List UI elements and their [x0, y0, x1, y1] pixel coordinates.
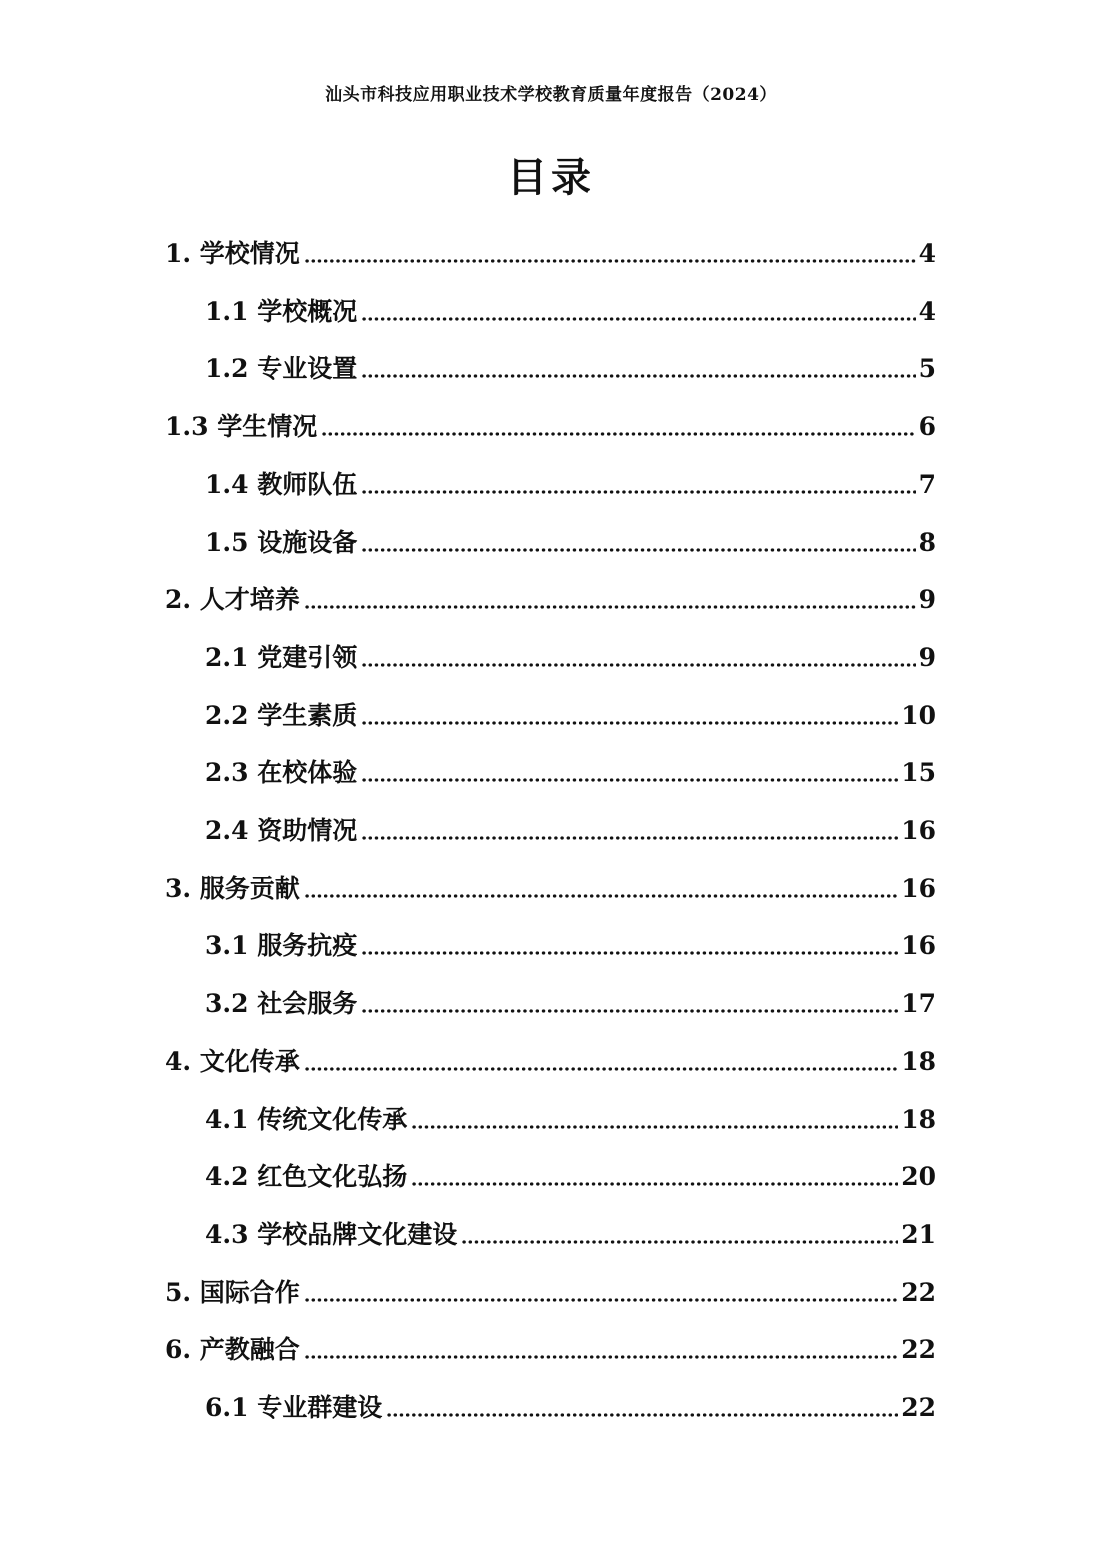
toc-entry[interactable]: [205, 283, 936, 327]
toc-entry[interactable]: [205, 744, 936, 788]
toc-entry-page: 17: [901, 989, 936, 1019]
toc-dot-leader: [411, 1181, 898, 1187]
toc-entry-page: 16: [901, 931, 936, 961]
toc-entry-page: 4: [918, 296, 936, 326]
toc-title: 目录: [507, 154, 595, 201]
toc-entry-label: 2.2 学生素质: [205, 700, 358, 730]
toc-dot-leader: [304, 604, 916, 610]
toc-dot-leader: [304, 1066, 898, 1072]
toc-entry[interactable]: [165, 225, 936, 269]
toc-dot-leader: [361, 777, 898, 783]
toc-entry[interactable]: [165, 398, 936, 442]
toc-entry-page: 16: [901, 873, 936, 903]
toc-entry-label: 3.1 服务抗疫: [205, 931, 358, 961]
toc-entry-page: 4: [918, 239, 936, 268]
toc-entry[interactable]: [165, 571, 936, 615]
toc-entry-label: 6.1 专业群建设: [205, 1393, 383, 1422]
running-header: 汕头市科技应用职业技术学校教育质量年度报告（2024）: [325, 85, 777, 105]
toc-entry[interactable]: [205, 1148, 936, 1192]
toc-entry[interactable]: [205, 1379, 936, 1423]
toc-entry-label: 4.1 传统文化传承: [205, 1104, 408, 1134]
toc-entry-page: 9: [918, 642, 936, 672]
toc-dot-leader: [361, 950, 898, 956]
toc-dot-leader: [304, 1297, 898, 1303]
toc-entry[interactable]: [165, 1321, 936, 1365]
toc-entry[interactable]: [205, 629, 936, 673]
toc-entry-label: 1.2 专业设置: [205, 354, 358, 384]
toc-entry-label: 4.2 红色文化弘扬: [205, 1162, 408, 1192]
toc-entry[interactable]: [205, 456, 936, 500]
toc-entry-page: 10: [901, 700, 936, 730]
toc-entry-label: 2. 人才培养: [165, 585, 300, 615]
toc-entry-label: 1. 学校情况: [165, 239, 300, 268]
toc-entry-page: 9: [918, 585, 936, 615]
toc-entry-page: 8: [918, 527, 936, 557]
toc-entry[interactable]: [205, 687, 936, 731]
toc-entry-page: 22: [901, 1393, 936, 1422]
toc-entry-page: 7: [918, 469, 936, 499]
toc-entry-page: 21: [901, 1219, 936, 1249]
toc-dot-leader: [304, 1354, 898, 1360]
toc-entry[interactable]: [205, 975, 936, 1019]
toc-entry-page: 5: [918, 354, 936, 384]
toc-entry-label: 1.3 学生情况: [165, 412, 318, 442]
toc-entry-page: 18: [901, 1046, 936, 1076]
toc-entry[interactable]: [205, 514, 936, 558]
toc-entry-page: 6: [918, 412, 936, 442]
toc-dot-leader: [304, 893, 898, 899]
toc-dot-leader: [361, 547, 915, 553]
toc-dot-leader: [321, 431, 915, 437]
toc-entry-label: 6. 产教融合: [165, 1335, 300, 1365]
toc-entry[interactable]: [205, 1091, 936, 1135]
toc-dot-leader: [304, 258, 916, 264]
toc-entry-label: 4. 文化传承: [165, 1046, 300, 1076]
toc-dot-leader: [361, 489, 915, 495]
toc-entry-label: 2.4 资助情况: [205, 816, 358, 845]
toc-entry[interactable]: [205, 802, 936, 846]
toc-dot-leader: [386, 1412, 898, 1418]
toc-dot-leader: [361, 316, 915, 322]
toc-entry-label: 1.5 设施设备: [205, 527, 358, 557]
toc-dot-leader: [361, 835, 898, 841]
toc-entry[interactable]: [205, 917, 936, 961]
toc-entry-page: 20: [901, 1162, 936, 1192]
toc-entry[interactable]: [165, 1264, 936, 1308]
toc-entry-label: 1.4 教师队伍: [205, 469, 358, 499]
toc-entry-label: 2.3 在校体验: [205, 758, 358, 788]
toc-entry-label: 5. 国际合作: [165, 1277, 300, 1307]
toc-entry-label: 1.1 学校概况: [205, 296, 358, 326]
toc-dot-leader: [461, 1239, 898, 1245]
toc-dot-leader: [361, 373, 915, 379]
toc-dot-leader: [411, 1124, 898, 1130]
toc-entry-label: 2.1 党建引领: [205, 642, 358, 672]
toc-entry-label: 3. 服务贡献: [165, 873, 300, 903]
toc-entry-page: 16: [901, 816, 936, 845]
toc-dot-leader: [361, 662, 915, 668]
toc-entry-page: 15: [901, 758, 936, 788]
toc-dot-leader: [361, 1008, 898, 1014]
toc-entry-page: 22: [901, 1335, 936, 1365]
toc-dot-leader: [361, 720, 898, 726]
toc-entry[interactable]: [165, 1033, 936, 1077]
toc-entry-label: 3.2 社会服务: [205, 989, 358, 1019]
toc-entry-label: 4.3 学校品牌文化建设: [205, 1219, 458, 1249]
toc-entry[interactable]: [205, 1206, 936, 1250]
toc-entry[interactable]: [205, 340, 936, 384]
toc-entry-page: 18: [901, 1104, 936, 1134]
toc-entry[interactable]: [165, 860, 936, 904]
toc-entry-page: 22: [901, 1277, 936, 1307]
